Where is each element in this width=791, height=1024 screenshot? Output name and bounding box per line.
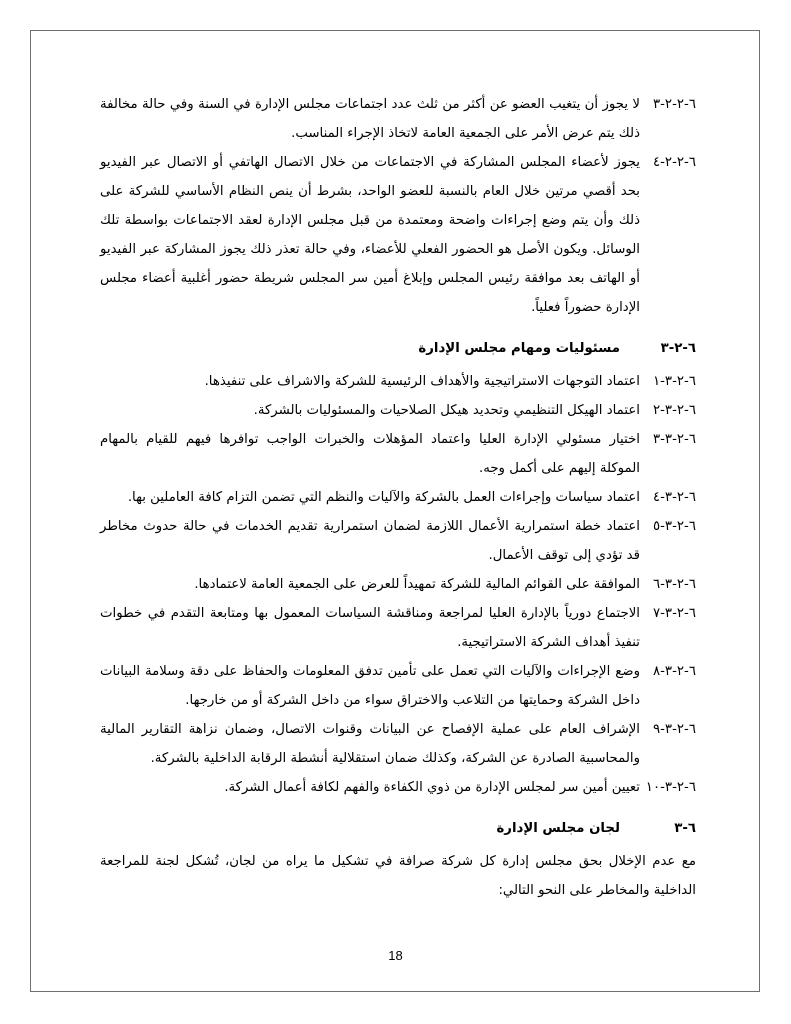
- clause-number: ٦-٢-٣-٥: [652, 519, 696, 534]
- clause-6-2-3-10: [100, 773, 696, 802]
- clause-number: ٦-٢-٣-٣: [652, 432, 696, 447]
- clause-6-2-3-9: [100, 715, 696, 773]
- document-body: [100, 90, 696, 905]
- clause-number: ٦-٢-٣-٤: [652, 490, 696, 505]
- clause-6-2-3-6: [100, 570, 696, 599]
- clause-6-2-2-3: [100, 90, 696, 148]
- clause-number: ٦-٢-٣-٨: [652, 664, 696, 679]
- clause-text: اعتماد التوجهات الاستراتيجية والأهداف الرئيسية للشركة والاشراف على تنفيذها.: [204, 374, 640, 389]
- clause-number: ٦-٢-٣-٢: [652, 403, 696, 418]
- section-heading-6-2-3: [100, 334, 696, 363]
- section-number: ٦-٢-٣: [660, 341, 696, 356]
- clause-6-2-3-7: [100, 599, 696, 657]
- clause-6-2-3-1: [100, 367, 696, 396]
- clause-text: الإشراف العام على عملية الإفصاح عن البيانات وقنوات الاتصال، وضمان نزاهة التقارير المالية والمحاسبية الصادرة عن الشركة، وكذلك ضمان استقلالية أنشطة الرقابة الداخلية بالشركة.: [100, 722, 640, 766]
- clause-text: اختيار مسئولي الإدارة العليا واعتماد المؤهلات والخبرات الواجب توافرها فيهم للقيام بالمهام الموكلة إليهم على أكمل وجه.: [100, 432, 640, 476]
- clause-number: ٦-٢-٣-٦: [652, 577, 696, 592]
- section-title: مسئوليات ومهام مجلس الإدارة: [418, 341, 620, 356]
- clause-6-2-3-4: [100, 483, 696, 512]
- clause-6-2-3-5: [100, 512, 696, 570]
- clause-text: اعتماد خطة استمرارية الأعمال اللازمة لضمان استمرارية تقديم الخدمات في حالة حدوث مخاطر قد تؤدي إلى توقف الأعمال.: [100, 519, 640, 563]
- clause-number: ٦-٢-٣-١: [652, 374, 696, 389]
- section-title: لجان مجلس الإدارة: [496, 821, 620, 836]
- clause-text: تعيين أمين سر لمجلس الإدارة من ذوي الكفاءة والفهم لكافة أعمال الشركة.: [224, 780, 640, 795]
- clause-6-2-3-3: [100, 425, 696, 483]
- clause-text: اعتماد سياسات وإجراءات العمل بالشركة والآليات والنظم التي تضمن التزام كافة العاملين بها.: [127, 490, 640, 505]
- clause-number: ٦-٢-٣-٩: [652, 722, 696, 737]
- clause-number: ٦-٢-٣-٧: [652, 606, 696, 621]
- clause-number: ٦-٢-٢-٣: [652, 97, 696, 112]
- clause-6-2-3-8: [100, 657, 696, 715]
- clause-number: ٦-٢-٢-٤: [652, 155, 696, 170]
- clause-text: اعتماد الهيكل التنظيمي وتحديد هيكل الصلاحيات والمسئوليات بالشركة.: [253, 403, 640, 418]
- clause-text: وضع الإجراءات والآليات التي تعمل على تأمين تدفق المعلومات والحفاظ على دقة وسلامة البيانات داخل الشركة وحمايتها من التلاعب والاختراق سواء من داخل الشركة أو من خارجها.: [100, 664, 640, 708]
- clause-text: الموافقة على القوائم المالية للشركة تمهيداً للعرض على الجمعية العامة لاعتمادها.: [194, 577, 640, 592]
- section-number: ٦-٣: [674, 821, 696, 836]
- clause-text: يجوز لأعضاء المجلس المشاركة في الاجتماعات من خلال الاتصال الهاتفي أو الاتصال عبر الفيديو بحد أقصي مرتين خلال العام بالنسبة للعضو الواحد، بشرط أن ينص النظام الأساسي للشركة على ذلك وأن يتم وضع إجراءات واضحة ومعتمدة من قبل مجلس الإدارة لعقد الاجتماعات بواسطة تلك الوسائل. ويكون الأصل هو الحضور الفعلي للأعضاء، وفي حالة تعذر ذلك يجوز المشاركة عبر الفيديو أو الهاتف بعد موافقة رئيس المجلس وإبلاغ أمين سر المجلس شريطة حضور أغلبية أعضاء مجلس الإدارة حضوراً فعلياً.: [100, 155, 640, 315]
- clause-6-2-2-4: [100, 148, 696, 322]
- clause-6-2-3-2: [100, 396, 696, 425]
- page-number: 18: [388, 948, 403, 963]
- clause-number: ٦-٢-٣-١٠: [645, 780, 696, 795]
- section-heading-6-3: [100, 814, 696, 843]
- clause-text: الاجتماع دورياً بالإدارة العليا لمراجعة ومناقشة السياسات المعمول بها ومتابعة التقدم في خطوات تنفيذ أهداف الشركة الاستراتيجية.: [100, 606, 640, 650]
- closing-paragraph: مع عدم الإخلال بحق مجلس إدارة كل شركة صرافة في تشكيل ما يراه من لجان، تُشكل لجنة للمراجعة الداخلية والمخاطر على النحو التالي:: [100, 854, 696, 898]
- clause-text: لا يجوز أن يتغيب العضو عن أكثر من ثلث عدد اجتماعات مجلس الإدارة في السنة وفي حالة مخالفة ذلك يتم عرض الأمر على الجمعية العامة لاتخاذ الإجراء المناسب.: [100, 97, 640, 141]
